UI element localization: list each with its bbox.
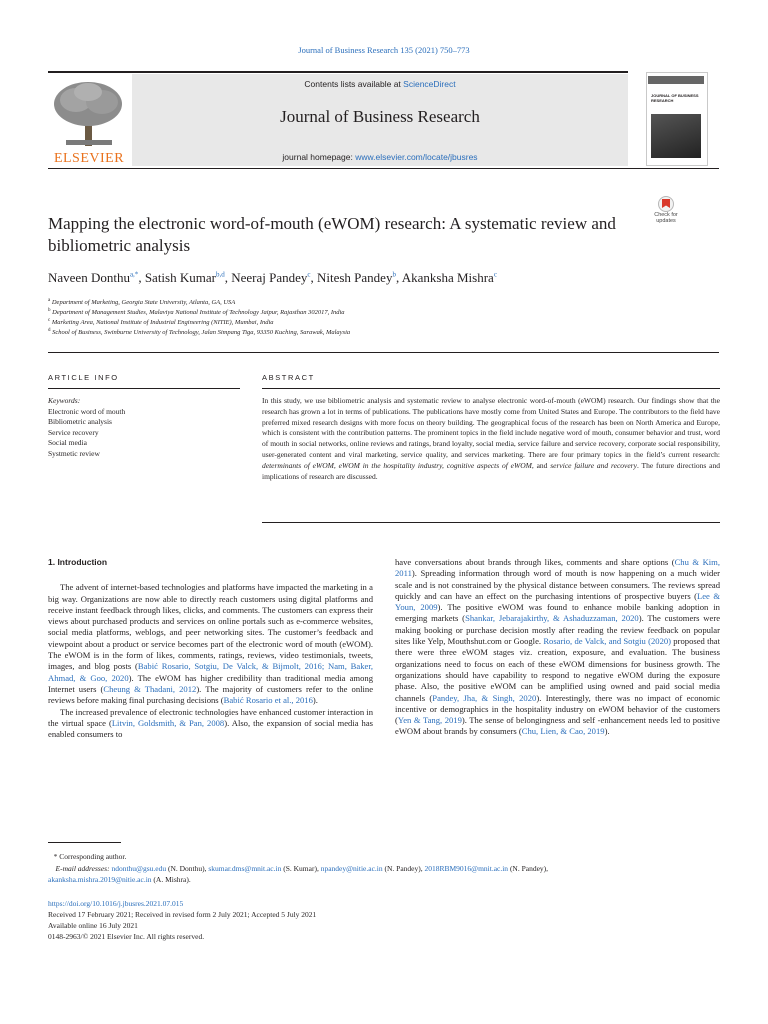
homepage-prefix: journal homepage:	[282, 152, 356, 162]
journal-cover-image	[651, 114, 701, 158]
email-link[interactable]: ndonthu@gsu.edu	[111, 864, 167, 873]
abstract-rule	[262, 388, 720, 389]
contents-line	[132, 79, 628, 89]
journal-citation[interactable]: Journal of Business Research 135 (2021) 750–773	[298, 45, 470, 55]
citation-link[interactable]: Babić Rosario et al., 2016	[223, 695, 313, 706]
paragraph: The advent of internet-based technologies and platforms have impacted the marketing in a big way. Organizations are now able to directly reach customers using digital platforms and receive instant feedback through likes, clicks, and comments. The customers can express their views about purchased products and services on online portals such as e-commerce websites, social media platforms, weblogs, and peer networking sites. The customer’s feedback and viewpoint about a product or service becomes part of the electronic word of mouth (eWOM). The eWOM is in the form of likes, comments, ratings, reviews, video testimonials, tweets, images, and blog posts (Babić Rosario, Sotgiu, De Valck, & Bijmolt, 2016; Nam, Baker, Ahmad, & Goo, 2020). The eWOM has higher credibility than traditional media among Internet users (Cheung & Thadani, 2012). The majority of customers refer to the online reviews before making final purchasing decisions (Babić Rosario et al., 2016).	[48, 582, 374, 706]
author[interactable]: Neeraj Pandey$^c$	[231, 270, 311, 285]
email-link[interactable]: skumar.dms@mnit.ac.in	[208, 864, 282, 873]
section-rule	[48, 352, 719, 353]
check-for-updates-label[interactable]: Check for updates	[654, 212, 678, 224]
doi-link[interactable]: https://doi.org/10.1016/j.jbusres.2021.07.015	[48, 899, 184, 908]
abstract-text: In this study, we use bibliometric analysis and systematic review to analyse electronic word-of-mouth (eWOM) research. Our findings show that the research has grown a lot in terms of publications. The publications have mostly come from United States and Europe. The contributors to the field have preferred mixed research designs with more focus on theory building. The geographical focus of the research has been on North America and Europe, which is consistent with the contribution patterns. The prominent topics in the field include negative word of mouth, consumer behavior and trust, word of mouth in social networks, online reviews and ratings, brand loyalty, social media, service failure and service recovery, corporate social responsibility, user-generated content and viral marketing, service quality, and services marketing. There are four primary topics in the field’s current research: determinants of eWOM, eWOM in the hospitality industry, cognitive aspects of eWOM, and service failure and recovery. The future directions and implications of research are discussed.	[262, 396, 720, 481]
received-dates: Received 17 February 2021; Received in revised form 2 July 2021; Accepted 5 July 2021	[48, 910, 317, 919]
email-addresses: E-mail addresses: ndonthu@gsu.edu (N. Donthu), skumar.dms@mnit.ac.in (S. Kumar), npandey@nitie.ac.in (N. Pandey), 2018RBM9016@mnit.ac.in (N. Pandey), akanksha.mishra.2019@nitie.ac.in (A. Mishra).	[48, 864, 549, 884]
email-link[interactable]: 2018RBM9016@mnit.ac.in	[424, 864, 509, 873]
citation-link[interactable]: Litvin, Goldsmith, & Pan, 2008	[111, 717, 225, 728]
citation-link[interactable]: Yen & Tang, 2019	[397, 715, 462, 726]
citation-link[interactable]: Chu, Lien, & Cao, 2019	[521, 726, 605, 737]
paragraph: The increased prevalence of electronic technologies have enhanced customer interaction in the virtual space (Litvin, Goldsmith, & Pan, 2008). Also, the expansion of social media has enabled consumers to	[48, 706, 373, 740]
footnote-rule	[48, 842, 121, 843]
copyright: 0148-2963/© 2021 Elsevier Inc. All rights reserved.	[48, 932, 205, 941]
keywords-block	[48, 396, 238, 459]
author-list: Naveen Donthu$^{a,*}$, Satish Kumar$^{b,d}$, Neeraj Pandey$^c$, Nitesh Pandey$^b$, Akanksha Mishra$^c$	[48, 270, 497, 285]
contents-prefix: Contents lists available at	[304, 79, 404, 89]
body-left-column	[48, 557, 373, 740]
author[interactable]: Akanksha Mishra$^c$	[401, 270, 497, 285]
keyword: Systmetic review	[48, 448, 100, 458]
keyword: Electronic word of mouth	[48, 406, 126, 416]
banner-rule	[48, 168, 719, 169]
citation-link[interactable]: Lee & Youn, 2009	[395, 590, 721, 613]
abstract-bottom-rule	[262, 522, 720, 523]
citation-link[interactable]: Chu & Kim, 2011	[395, 557, 721, 579]
author[interactable]: Naveen Donthu$^{a,*}$	[48, 270, 139, 285]
keyword: Social media	[48, 438, 87, 447]
elsevier-wordmark: ELSEVIER	[53, 151, 125, 166]
article-title: Mapping the electronic word-of-mouth (eWOM) research: A systematic review and bibliometric analysis	[48, 214, 616, 255]
affiliation: $^d$ School of Business, Swinburne University of Technology, Jalan Simpang Tiga, 93350 Kuching, Sarawak, Malaysia	[48, 328, 351, 337]
article-meta	[48, 898, 719, 942]
email-link[interactable]: akanksha.mishra.2019@nitie.ac.in	[48, 874, 152, 884]
available-online: Available online 16 July 2021	[48, 921, 138, 930]
affiliation: $^a$ Department of Marketing, Georgia State University, Atlanta, GA, USA	[48, 298, 236, 307]
keyword: Service recovery	[48, 427, 99, 437]
journal-cover-band	[648, 76, 704, 84]
journal-homepage	[132, 152, 628, 162]
paragraph: have conversations about brands through likes, comments and share options (Chu & Kim, 2011). Spreading information through word of mouth is now happening on a much wider scale and is not constrained by the physical distance between consumers. The reviews spread quickly and can have an effect on the purchasing intentions of prospective buyers (Lee & Youn, 2009). The positive eWOM was found to enhance mobile banking adoption in emerging markets (Shankar, Jebarajakirthy, & Ashaduzzaman, 2020). The customers were making booking or purchase decision mostly after reading the review feedback on popular sites like Yelp, Mouthshut.com or Google. Rosario, de Valck, and Sotgiu (2020) proposed that there were three eWOM stages viz. creation, exposure, and evaluation. The business organizations need to focus on each of these eWOM dimensions for business growth. The organizations should have capability to respond to negative eWOM during the exposure phase. Also, the positive eWOM can be amplified using owned and paid social media channels (Pandey, Jha, & Singh, 2020). Interestingly, there was no impact of economic incentive or demographics in the hospitality industry on eWOM behavior of the customers (Yen & Tang, 2019). The sense of belongingness and self -enhancement needs led to positive eWOM about brands by consumers (Chu, Lien, & Cao, 2019).	[395, 557, 721, 737]
sciencedirect-link[interactable]: ScienceDirect	[403, 79, 456, 89]
section-heading-introduction: 1. Introduction	[48, 557, 108, 567]
affiliation: $^b$ Department of Management Studies, Malaviya National Institute of Technology Jaipur, Rajasthan 302017, India	[48, 308, 345, 317]
citation-link[interactable]: Rosario, de Valck, and Sotgiu (2020)	[543, 636, 672, 647]
journal-title: Journal of Business Research	[280, 107, 480, 126]
keyword: Bibliometric analysis	[48, 417, 112, 426]
homepage-link[interactable]: www.elsevier.com/locate/jbusres	[355, 152, 478, 162]
body-right-column	[395, 557, 720, 738]
article-info-rule	[48, 388, 240, 389]
author[interactable]: Satish Kumar$^{b,d}$	[144, 270, 225, 285]
affiliation: $^c$ Marketing Area, National Institute of Industrial Engineering (NITIE), Mumbai, India	[48, 318, 274, 327]
citation-link[interactable]: Babić Rosario, Sotgiu, De Valck, & Bijmolt, 2016; Nam, Baker, Ahmad, & Goo, 2020	[48, 661, 373, 683]
citation-link[interactable]: Cheung & Thadani, 2012	[103, 683, 197, 694]
email-link[interactable]: npandey@nitie.ac.in	[320, 864, 383, 873]
corresponding-author-note: * Corresponding author.	[48, 852, 127, 861]
author[interactable]: Nitesh Pandey$^b$	[316, 270, 396, 285]
citation-link[interactable]: Shankar, Jebarajakirthy, & Ashaduzzaman, 2020	[465, 613, 639, 624]
article-info-heading: ARTICLE INFO	[48, 373, 119, 382]
abstract-heading: ABSTRACT	[262, 373, 315, 382]
journal-cover-title: JOURNAL OF BUSINESS RESEARCH	[651, 93, 699, 103]
keywords-label: Keywords:	[48, 396, 81, 405]
citation-link[interactable]: Pandey, Jha, & Singh, 2020	[432, 692, 537, 703]
check-for-updates-icon	[655, 196, 677, 212]
